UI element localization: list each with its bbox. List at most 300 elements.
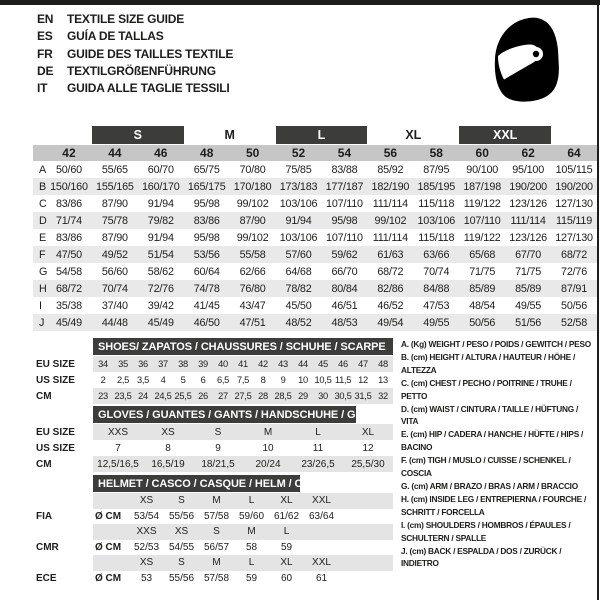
measure-value: 182/190 bbox=[371, 180, 410, 193]
measure-value: 68/72 bbox=[561, 248, 588, 261]
measure-value: 123/126 bbox=[509, 231, 547, 244]
measure-row-label: B bbox=[39, 180, 47, 193]
size-value: 10 bbox=[298, 375, 308, 385]
size-number-row bbox=[33, 145, 597, 161]
size-value: 9 bbox=[280, 375, 286, 385]
shoes-header-bar-wrap bbox=[93, 338, 393, 355]
size-value: 30 bbox=[313, 388, 333, 404]
helmet-value: 53 bbox=[140, 572, 153, 584]
measure-value: 107/110 bbox=[326, 197, 363, 210]
size-value: 12 bbox=[358, 375, 368, 385]
measure-row bbox=[33, 246, 597, 263]
language-code: DE bbox=[37, 63, 54, 78]
measure-value: 51/56 bbox=[515, 316, 542, 329]
size-number: 64 bbox=[567, 146, 581, 160]
guide-title: GUIDA ALLE TAGLIE TESSILI bbox=[67, 81, 230, 96]
measure-value: 103/106 bbox=[279, 197, 318, 210]
size-value: S bbox=[193, 424, 243, 440]
language-code: FR bbox=[37, 46, 53, 61]
measure-value: 48/54 bbox=[469, 299, 496, 312]
measure-row bbox=[33, 178, 597, 195]
size-value: 24 bbox=[133, 388, 153, 404]
size-value: 43 bbox=[273, 356, 293, 372]
measure-value: 39/42 bbox=[147, 299, 174, 312]
helmet-header-bar-wrap bbox=[93, 475, 393, 492]
measure-row-label: E bbox=[39, 231, 47, 244]
helmet-size-label: M bbox=[199, 555, 234, 571]
size-value: 41 bbox=[233, 356, 253, 372]
size-number: 60 bbox=[475, 146, 489, 160]
size-number: 56 bbox=[383, 146, 398, 160]
size-value: 12,5/16,5 bbox=[93, 456, 143, 472]
size-value: 20/24 bbox=[243, 456, 293, 472]
size-row bbox=[35, 372, 393, 388]
size-value: 3,5 bbox=[136, 375, 150, 385]
legend-item: G. (cm) ARM / BRAZO / BRAS / ARM / BRACCIO bbox=[401, 480, 578, 491]
size-row bbox=[35, 456, 393, 472]
guide-title: TEXTILGRÖßENFÜHRUNG bbox=[67, 63, 216, 78]
measure-row-label: H bbox=[39, 282, 47, 295]
language-line bbox=[37, 46, 233, 63]
measure-value: 150/160 bbox=[50, 180, 88, 193]
size-row bbox=[35, 388, 393, 404]
gloves-table bbox=[35, 406, 393, 472]
size-row bbox=[35, 424, 393, 440]
size-value: 6 bbox=[200, 375, 206, 385]
helmet-size-label: L bbox=[234, 493, 269, 509]
measure-row bbox=[33, 229, 597, 246]
helmet-value: 58 bbox=[245, 541, 258, 553]
measure-value: 47/53 bbox=[423, 299, 450, 312]
helmet-value: 61/62 bbox=[273, 510, 300, 522]
size-value: 7 bbox=[115, 442, 121, 454]
measure-value: 123/126 bbox=[509, 197, 547, 210]
size-value: 42 bbox=[253, 356, 273, 372]
gloves-rows bbox=[35, 424, 393, 472]
size-value: 40 bbox=[213, 356, 233, 372]
top-frame-bar bbox=[0, 0, 600, 5]
measure-value: 91/94 bbox=[147, 197, 174, 210]
helmet-standard-row bbox=[35, 571, 393, 587]
size-number: 42 bbox=[62, 146, 76, 160]
diameter-unit: Ø CM bbox=[95, 510, 122, 522]
size-value: M bbox=[243, 424, 293, 440]
measure-value: 55/58 bbox=[239, 248, 266, 261]
measure-value: 64/68 bbox=[285, 265, 312, 278]
measure-value: 165/175 bbox=[187, 180, 226, 193]
size-number: 52 bbox=[291, 146, 306, 160]
measure-value: 55/65 bbox=[101, 163, 128, 176]
measure-value: 51/54 bbox=[147, 248, 174, 261]
measure-value: 49/55 bbox=[515, 299, 542, 312]
size-number: 48 bbox=[200, 146, 214, 160]
measure-value: 72/76 bbox=[561, 265, 588, 278]
measure-value: 70/80 bbox=[239, 163, 266, 176]
measure-value: 82/86 bbox=[377, 282, 404, 295]
spacer-cell bbox=[339, 524, 393, 540]
measure-row-label: G bbox=[39, 265, 48, 278]
measure-value: 57/60 bbox=[285, 248, 312, 261]
size-group-label: L bbox=[276, 126, 368, 144]
measure-value: 127/130 bbox=[555, 231, 593, 244]
size-row bbox=[35, 356, 393, 372]
helmet-value: 53/54 bbox=[133, 510, 160, 522]
size-value: 37 bbox=[153, 356, 173, 372]
language-line bbox=[37, 63, 233, 80]
measure-value: 50/56 bbox=[469, 316, 496, 329]
measure-value: 87/95 bbox=[423, 163, 450, 176]
measure-value: 59/62 bbox=[331, 248, 358, 261]
measure-value: 160/170 bbox=[141, 180, 180, 193]
measure-value: 50/56 bbox=[561, 299, 588, 312]
measure-value: 61/63 bbox=[377, 248, 404, 261]
measure-row bbox=[33, 280, 597, 297]
measure-value: 91/94 bbox=[285, 214, 312, 227]
measure-value: 87/90 bbox=[101, 197, 128, 210]
measure-value: 65/75 bbox=[193, 163, 220, 176]
measure-value: 83/86 bbox=[193, 214, 220, 227]
spacer-cell bbox=[339, 493, 393, 509]
size-value: 2,5 bbox=[116, 375, 130, 385]
size-number: 62 bbox=[521, 146, 535, 160]
measure-row bbox=[33, 195, 597, 212]
size-value: 23 bbox=[93, 388, 113, 404]
helmet-size-row bbox=[35, 524, 393, 540]
size-value: XS bbox=[143, 424, 193, 440]
measure-value: 70/74 bbox=[423, 265, 450, 278]
helmet-size-row bbox=[35, 555, 393, 571]
measure-value: 95/100 bbox=[512, 163, 545, 176]
measure-value: 45/49 bbox=[55, 316, 82, 329]
language-line bbox=[37, 28, 233, 45]
measure-value: 62/66 bbox=[239, 265, 266, 278]
helmet-value: 60 bbox=[280, 572, 293, 584]
measure-value: 76/80 bbox=[239, 282, 266, 295]
measure-value: 115/118 bbox=[418, 231, 455, 244]
size-row-label: US SIZE bbox=[36, 442, 75, 454]
measure-value: 185/195 bbox=[417, 180, 456, 193]
size-value: 10,5 bbox=[314, 375, 332, 385]
measure-value: 111/114 bbox=[372, 197, 408, 210]
spacer-cell bbox=[93, 555, 129, 571]
measure-value: 107/110 bbox=[326, 231, 363, 244]
size-value: 28,5 bbox=[273, 388, 293, 404]
size-number: 58 bbox=[429, 146, 443, 160]
helmet-size-row bbox=[35, 493, 393, 509]
helmet-standard-row bbox=[35, 540, 393, 556]
measure-value: 190/200 bbox=[555, 180, 593, 193]
measure-value: 43/47 bbox=[239, 299, 266, 312]
helmet-size-label: L bbox=[234, 555, 269, 571]
gloves-header-row bbox=[35, 406, 393, 423]
helmet-table-title: HELMET / CASCO / CASQUE / HELM / CASCO bbox=[93, 475, 300, 492]
size-value: 5 bbox=[180, 375, 186, 385]
right-frame-line bbox=[597, 0, 599, 600]
measure-value: 58/62 bbox=[147, 265, 174, 278]
measure-value: 105/115 bbox=[555, 163, 593, 176]
diameter-unit: Ø CM bbox=[95, 541, 122, 553]
size-row-label: EU SIZE bbox=[36, 358, 75, 370]
language-code: EN bbox=[37, 12, 54, 26]
size-value: 44 bbox=[293, 356, 313, 372]
helmet-value: 52/53 bbox=[133, 541, 160, 553]
helmet-size-label: XL bbox=[269, 493, 304, 509]
measure-value: 49/52 bbox=[101, 248, 128, 261]
size-value: 11 bbox=[312, 442, 324, 454]
helmet-size-label: L bbox=[269, 524, 304, 540]
measure-value: 50/60 bbox=[55, 163, 82, 176]
standard-label: CMR bbox=[36, 541, 59, 553]
measure-value: 99/102 bbox=[236, 231, 269, 244]
measure-value: 47/51 bbox=[239, 316, 266, 329]
helmet-rows bbox=[35, 493, 393, 586]
helmet-value: 61 bbox=[315, 572, 328, 584]
measure-value: 103/106 bbox=[417, 214, 456, 227]
size-number: 54 bbox=[337, 146, 352, 160]
measure-row bbox=[33, 161, 597, 178]
size-value: 16,5/19 bbox=[143, 456, 193, 472]
helmet-value: 55/56 bbox=[168, 572, 195, 584]
measure-value: 49/54 bbox=[377, 316, 404, 329]
language-code: IT bbox=[37, 81, 48, 96]
measure-value: 41/45 bbox=[193, 299, 220, 312]
size-value: 10 bbox=[262, 442, 274, 454]
size-number: 50 bbox=[245, 146, 260, 160]
measure-value: 127/130 bbox=[555, 197, 593, 210]
size-value: 24,5 bbox=[153, 388, 173, 404]
measure-row-label: D bbox=[39, 214, 47, 227]
size-row-label: CM bbox=[36, 390, 52, 402]
legend-item: D. (cm) WAIST / CINTURA / TAILLE / HÜFTUNG / VITA bbox=[401, 403, 579, 427]
measure-row bbox=[33, 314, 597, 331]
guide-title: TEXTILE SIZE GUIDE bbox=[67, 12, 185, 26]
helmet-size-label bbox=[304, 524, 339, 540]
measure-value: 67/70 bbox=[515, 248, 542, 261]
size-group-label: M bbox=[224, 128, 235, 142]
measure-value: 35/38 bbox=[55, 299, 82, 312]
legend-item: F. (cm) TIGH / MUSLO / CUISSE / SCHENKEL / COSCIA bbox=[401, 455, 571, 479]
measure-row-label: A bbox=[39, 163, 47, 176]
measure-value: 90/100 bbox=[466, 163, 499, 176]
helmet-size-label: XS bbox=[164, 524, 199, 540]
measure-value: 85/92 bbox=[377, 163, 404, 176]
measure-row-label: I bbox=[39, 299, 42, 312]
helmet-value: 57/58 bbox=[203, 510, 230, 522]
spacer-cell bbox=[93, 493, 129, 509]
size-row-label: CM bbox=[36, 458, 52, 470]
size-number: 44 bbox=[108, 146, 122, 160]
measure-value: 99/102 bbox=[236, 197, 269, 210]
helmet-table bbox=[35, 475, 393, 586]
language-line bbox=[37, 80, 233, 97]
measure-value: 87/90 bbox=[239, 214, 266, 227]
measure-value: 84/88 bbox=[423, 282, 450, 295]
size-value: 2 bbox=[100, 375, 106, 385]
measure-value: 52/58 bbox=[561, 316, 588, 329]
size-value: 26 bbox=[193, 388, 213, 404]
helmet-size-label: XL bbox=[269, 555, 304, 571]
size-value: 6,5 bbox=[216, 375, 230, 385]
gloves-table-title: GLOVES / GUANTES / GANTS / HANDSCHUHE / GUANTI bbox=[93, 406, 356, 423]
measure-value: 111/114 bbox=[372, 231, 408, 244]
helmet-value: 57/58 bbox=[203, 572, 230, 584]
measure-value: 60/70 bbox=[147, 163, 174, 176]
size-value: 32 bbox=[373, 388, 393, 404]
measure-value: 48/53 bbox=[331, 316, 358, 329]
measure-value: 79/82 bbox=[147, 214, 174, 227]
measure-value: 71/75 bbox=[469, 265, 496, 278]
helmet-value: 55/56 bbox=[168, 510, 195, 522]
helmet-size-label: S bbox=[199, 524, 234, 540]
size-value: 47 bbox=[353, 356, 373, 372]
legend-item: B. (cm) HEIGHT / ALTURA / HAUTEUR / HÖHE / ALTEZZA bbox=[401, 351, 576, 375]
measure-value: 49/55 bbox=[423, 316, 450, 329]
helmet-size-label: M bbox=[199, 493, 234, 509]
size-number: 46 bbox=[154, 146, 168, 160]
measure-value: 37/40 bbox=[101, 299, 128, 312]
size-value: 9 bbox=[215, 442, 221, 454]
measure-value: 44/48 bbox=[101, 316, 128, 329]
helmet-value: 56/57 bbox=[203, 541, 230, 553]
size-value: 45 bbox=[313, 356, 333, 372]
measure-row-label: J bbox=[39, 316, 45, 329]
measure-value: 45/50 bbox=[285, 299, 312, 312]
measure-value: 83/86 bbox=[55, 197, 82, 210]
size-value: 39 bbox=[193, 356, 213, 372]
size-value: 27,5 bbox=[233, 388, 253, 404]
size-value: 35 bbox=[113, 356, 133, 372]
size-row-label: US SIZE bbox=[36, 374, 75, 386]
size-value: 46 bbox=[333, 356, 353, 372]
measure-value: 65/68 bbox=[469, 248, 496, 261]
measure-row-label: F bbox=[39, 248, 46, 261]
measure-value: 119/122 bbox=[463, 197, 501, 210]
measure-value: 75/78 bbox=[101, 214, 128, 227]
shoes-header-row bbox=[35, 338, 393, 355]
legend-item: J. (cm) BACK / ESPALDA / DOS / ZURÜCK / INDIETRO bbox=[401, 545, 562, 569]
measure-value: 95/98 bbox=[331, 214, 358, 227]
measure-value: 71/74 bbox=[55, 214, 82, 227]
helmet-size-label: XXL bbox=[304, 555, 339, 571]
diameter-unit: Ø CM bbox=[95, 572, 122, 584]
size-row-label: EU SIZE bbox=[36, 426, 75, 438]
measure-value: 99/102 bbox=[374, 214, 407, 227]
measure-value: 177/187 bbox=[325, 180, 364, 193]
size-group-label: XXL bbox=[459, 126, 551, 144]
gloves-header-bar-wrap bbox=[93, 406, 393, 423]
shoes-table-title: SHOES/ ZAPATOS / CHAUSSURES / SCHUHE / SCARPE bbox=[93, 338, 393, 355]
measure-value: 155/165 bbox=[96, 180, 134, 193]
measure-value: 68/72 bbox=[55, 282, 82, 295]
language-title-list bbox=[37, 11, 233, 97]
measure-row bbox=[33, 263, 597, 280]
legend-item: A. (Kg) WEIGHT / PESO / POIDS / GEWITCH / PESO bbox=[401, 339, 591, 349]
size-value: 48 bbox=[373, 356, 393, 372]
measure-value: 72/76 bbox=[147, 282, 174, 295]
helmet-size-label: M bbox=[234, 524, 269, 540]
size-value: 28 bbox=[253, 388, 273, 404]
size-group-label: S bbox=[92, 126, 184, 144]
size-value: 11,5 bbox=[334, 375, 352, 385]
size-value: L bbox=[293, 424, 343, 440]
standard-label: ECE bbox=[36, 572, 57, 584]
measure-value: 95/98 bbox=[193, 231, 220, 244]
measure-value: 70/74 bbox=[101, 282, 128, 295]
measure-value: 85/89 bbox=[469, 282, 496, 295]
legend-item: E. (cm) HIP / CADERA / HANCHE / HÜFTE / HIPS / BACINO bbox=[401, 429, 584, 453]
size-value: 12 bbox=[362, 442, 374, 454]
language-code: ES bbox=[37, 29, 53, 44]
measure-value: 46/50 bbox=[193, 316, 220, 329]
measure-value: 173/183 bbox=[279, 180, 318, 193]
language-line bbox=[37, 11, 233, 28]
size-value: 25,5/30 bbox=[343, 456, 393, 472]
measure-value: 53/56 bbox=[193, 248, 220, 261]
spacer-cell bbox=[93, 524, 129, 540]
measure-value: 71/75 bbox=[515, 265, 542, 278]
helmet-value: 59 bbox=[280, 541, 293, 553]
helmet-size-label: S bbox=[164, 493, 199, 509]
measure-value: 75/85 bbox=[285, 163, 312, 176]
guide-title: GUIDE DES TAILLES TEXTILE bbox=[67, 46, 234, 61]
measure-value: 187/198 bbox=[463, 180, 502, 193]
size-value: 7,5 bbox=[236, 375, 250, 385]
measure-value: 87/90 bbox=[101, 231, 128, 244]
measure-value: 87/91 bbox=[561, 282, 588, 295]
helmet-value: 63/64 bbox=[308, 510, 335, 522]
helmet-value: 54/55 bbox=[168, 541, 195, 553]
measure-value: 63/66 bbox=[423, 248, 450, 261]
measure-row bbox=[33, 212, 597, 229]
shoes-rows bbox=[35, 356, 393, 404]
helmet-standard-row bbox=[35, 509, 393, 525]
size-value: 29 bbox=[293, 388, 313, 404]
measure-value: 47/50 bbox=[55, 248, 82, 261]
measure-value: 66/70 bbox=[331, 265, 358, 278]
measure-value: 115/119 bbox=[556, 214, 593, 227]
measure-value: 54/58 bbox=[55, 265, 82, 278]
measure-value: 115/118 bbox=[418, 197, 455, 210]
size-value: 23/26,5 bbox=[293, 456, 343, 472]
size-value: XXS bbox=[93, 424, 143, 440]
legend-item: I. (cm) SHOULDERS / HOMBROS / ÉPAULES / SCHULTERN / SPALLE bbox=[401, 519, 571, 543]
helmet-value: 59 bbox=[245, 572, 258, 584]
textile-size-table bbox=[33, 126, 597, 331]
size-value: 23,5 bbox=[113, 388, 133, 404]
size-value: 38 bbox=[173, 356, 193, 372]
size-value: XL bbox=[343, 424, 393, 440]
size-row bbox=[35, 440, 393, 456]
size-group-row bbox=[33, 126, 597, 144]
measurement-legend bbox=[401, 338, 597, 570]
measure-value: 170/180 bbox=[233, 180, 272, 193]
size-value: 30,5 bbox=[333, 388, 353, 404]
measure-value: 48/52 bbox=[285, 316, 312, 329]
measure-value: 60/64 bbox=[193, 265, 220, 278]
size-value: 25,5 bbox=[173, 388, 193, 404]
measure-value: 83/86 bbox=[55, 231, 82, 244]
legend-item: H. (cm) INSIDE LEG / ENTREPIERNA / FOURCHE / SCHRITT / FORCELLA bbox=[401, 493, 587, 517]
legend-item: C. (cm) CHEST / PECHO / POITRINE / TRUHE / PETTO bbox=[401, 377, 572, 401]
measure-value: 46/52 bbox=[377, 299, 404, 312]
size-value: 8 bbox=[165, 442, 171, 454]
measure-value: 80/84 bbox=[331, 282, 358, 295]
size-value: 36 bbox=[133, 356, 153, 372]
helmet-value: 59/60 bbox=[238, 510, 265, 522]
size-value: 8 bbox=[260, 375, 266, 385]
size-value: 34 bbox=[93, 356, 113, 372]
measure-value: 68/72 bbox=[377, 265, 404, 278]
